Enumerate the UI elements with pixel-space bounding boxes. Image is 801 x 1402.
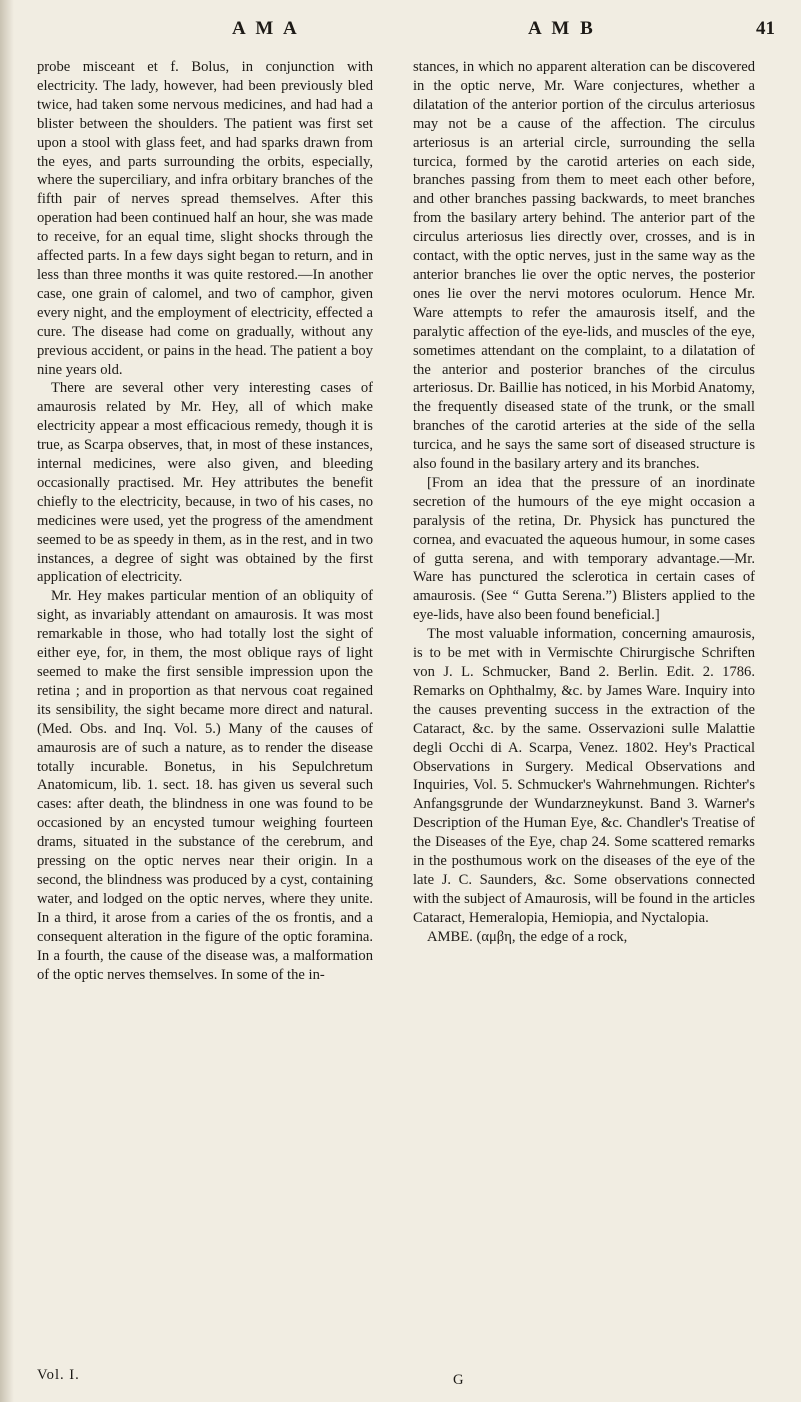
paragraph: Mr. Hey makes particular mention of an obliquity of sight, as invariably attendant on amaurosis. It was most remarkable in those, who had totally lost the sight of either eye, for, in them, the most oblique rays of light seemed to make the first sensible impression upon the retina ; and in proportion as that nervous coat regained its sensibility, the sight became more direct and natural. (Med. Obs. and Inq. Vol. 5.) Many of the causes of amaurosis are of such a nature, as to render the disease totally incurable. Bonetus, in his Sepulchretum Anatomicum, lib. 1. sect. 18. has given us several such cases: after death, the blindness in one was found to be occasioned by an encysted tumour weighing fourteen drams, situated in the substance of the cerebrum, and pressing on the optic nerves near their origin. In a second, the blindness was produced by a cyst, containing water, and lodged on the optic nerves, where they unite. In a third, it arose from a caries of the os frontis, and a consequent alteration in the figure of the optic foramina. In a fourth, the cause of the disease was, a malformation of the optic nerves themselves. In some of the in- bbox=[37, 588, 373, 983]
running-head-right: A M B bbox=[528, 18, 596, 39]
entry-start: AMBE. (αμβη, the edge of a rock, bbox=[427, 928, 628, 945]
left-text-column bbox=[37, 58, 373, 984]
signature-mark: G bbox=[453, 1372, 464, 1388]
paragraph: There are several other very interesting cases of amaurosis related by Mr. Hey, all of which make electricity appear a most efficacious remedy, though it is true, as Scarpa observes, that, in most of these instances, internal medicines, were also given, and bleeding occasionally practised. Mr. Hey attributes the benefit chiefly to the electricity, because, in two of his cases, no medicines were used, yet the progress of the amendment seemed to be as speedy in them, as in the rest, and in two instances, a degree of sight was obtained by the first application of electricity. bbox=[37, 380, 373, 586]
page-number: 41 bbox=[756, 18, 775, 39]
paragraph: [From an idea that the pressure of an inordinate secretion of the humours of the eye might occasion a paralysis of the retina, Dr. Physick has punctured the cornea, and evacuated the aqueous humour, in some cases of gutta serena, and with temporary advantage.—Mr. Ware has punctured the sclerotica in certain cases of amaurosis. (See “ Gutta Serena.”) Blisters applied to the eye-lids, have also been found beneficial.] bbox=[413, 474, 755, 624]
volume-label: Vol. I. bbox=[37, 1367, 80, 1383]
running-head-left: A M A bbox=[232, 18, 300, 39]
page-gutter-shadow bbox=[0, 0, 14, 1402]
paragraph: probe misceant et f. Bolus, in conjunction with electricity. The lady, however, had been previously bled twice, had taken some nervous medicines, and had had a blister between the shoulders. The patient was first set upon a stool with glass feet, and had sparks drawn from the eyes, and parts surrounding the orbits, especially, where the superciliary, and infra orbitary branches of the fifth pair of nerves spread themselves. After this operation had been continued half an hour, she was made to receive, for an equal time, slight shocks through the affected parts. In a few days sight began to return, and in less than three months it was quite restored.—In another case, one grain of calomel, and two of camphor, given every night, and the employment of electricity, effected a cure. The disease had come on gradually, without any previous accident, or pains in the head. The patient a boy nine years old. bbox=[37, 59, 373, 378]
paragraph: stances, in which no apparent alteration can be discovered in the optic nerve, Mr. Ware conjectures, whether a dilatation of the anterior portion of the circulus arteriosus may not be a cause of the affection. The circulus arteriosus is an arterial circle, surrounding the sella turcica, formed by the carotid arteries on each side, branches passing from them to meet each other before, and other branches passing backwards, to meet branches from the basilary artery behind. The anterior part of the circulus arteriosus lies directly over, crosses, and is in contact, with the optic nerves, just in the same way as the anterior branches lie over the optic nerves, the posterior ones lie over the nervi motores oculorum. Hence Mr. Ware attempts to refer the amaurosis itself, and the paralytic affection of the eye-lids, and muscles of the eye, sometimes attendant on the complaint, to a dilatation of the anterior and posterior branches of the circulus arteriosus. Dr. Baillie has noticed, in his Morbid Anatomy, the frequently diseased state of the trunk, or the small branches of the carotid arteries at the side of the sella turcica, and he says the same sort of diseased structure is also found in the basilary artery and its branches. bbox=[413, 59, 755, 473]
right-text-column bbox=[413, 58, 755, 947]
paragraph: The most valuable information, concerning amaurosis, is to be met with in Vermischte Chirurgische Schriften von J. L. Schmucker, Band 2. Berlin. Edit. 2. 1786. Remarks on Ophthalmy, &c. by James Ware. Inquiry into the causes preventing success in the extraction of the Cataract, &c. by the same. Osservazioni sulle Malattie degli Occhi di A. Scarpa, Venez. 1802. Hey's Practical Observations in Surgery. Medical Observations and Inquiries, Vol. 5. Schmucker's Wahrnehmungen. Richter's Anfangsgrunde der Wundarzneykunst. Band 3. Warner's Description of the Human Eye, &c. Chandler's Treatise of the Diseases of the Eye, chap 24. Some scattered remarks in the posthumous work on the diseases of the eye of the late J. C. Saunders, &c. Some observations connected with the subject of Amaurosis, will be found in the articles Cataract, Hemeralopia, Hemiopia, and Nyctalopia. bbox=[413, 626, 755, 926]
